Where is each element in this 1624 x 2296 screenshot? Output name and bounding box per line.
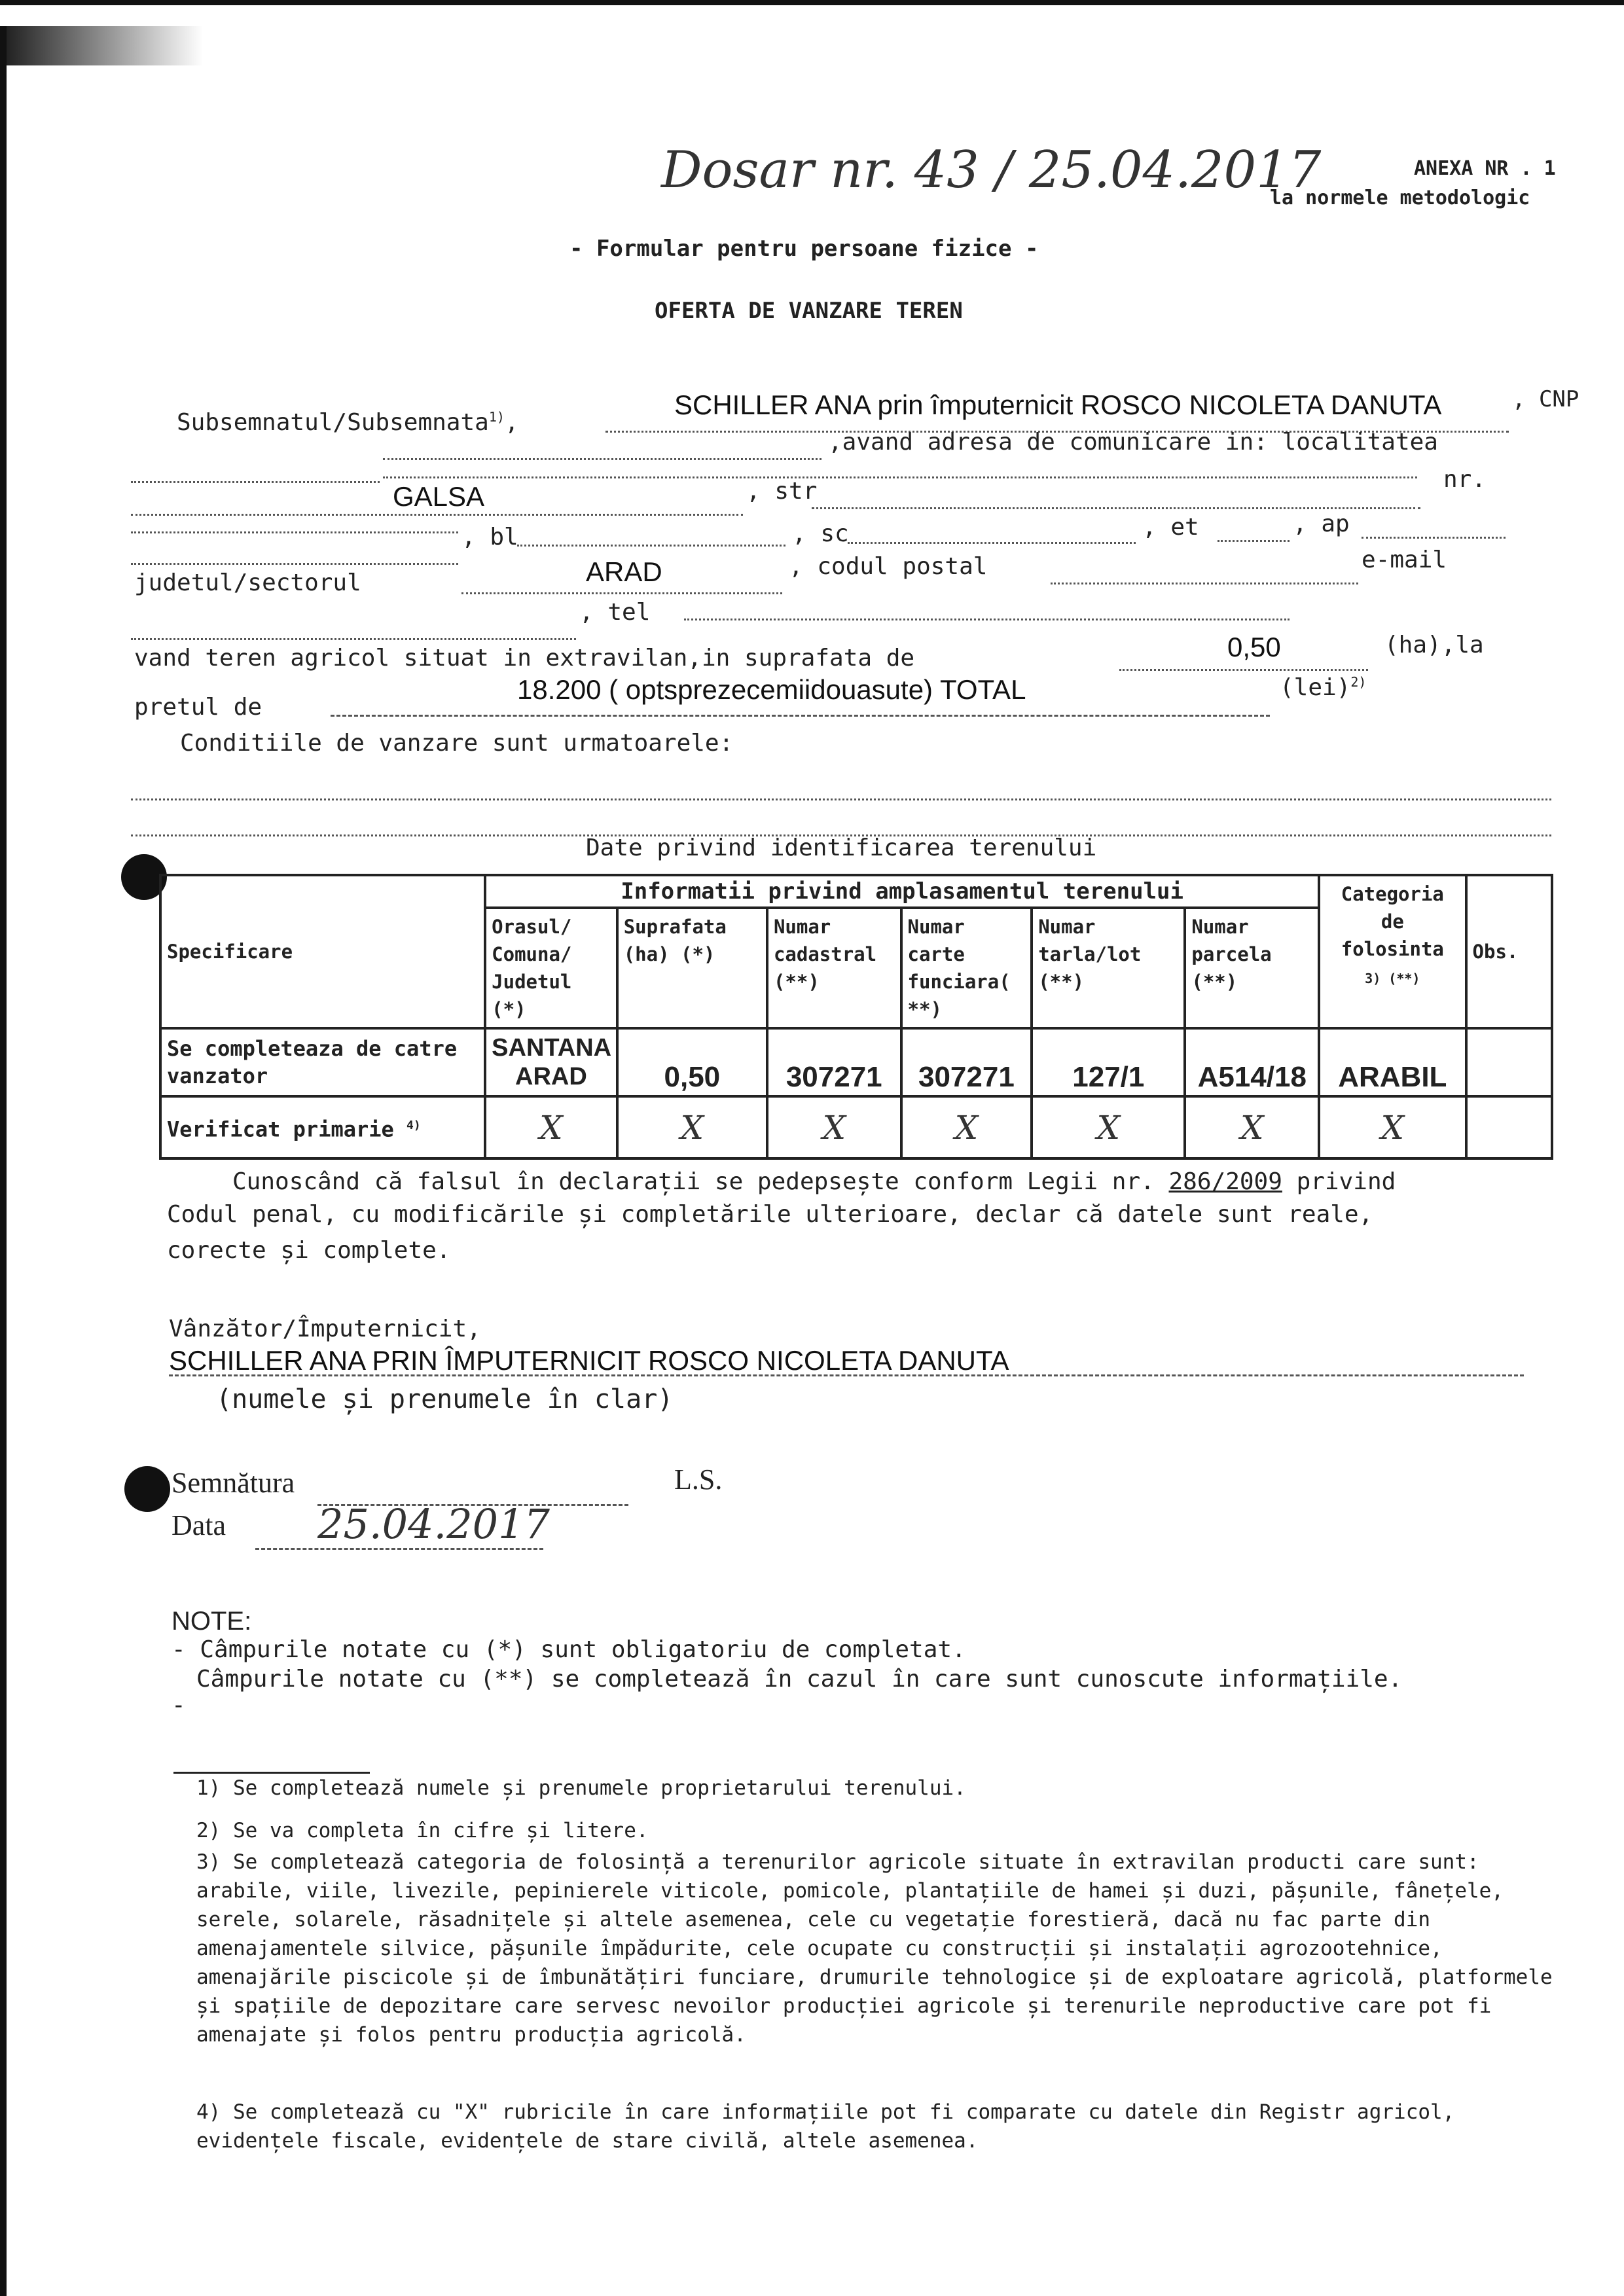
note-dash: - bbox=[171, 1692, 186, 1719]
note-1: - Câmpurile notate cu (*) sunt obligatoriu de completat. bbox=[171, 1636, 966, 1663]
lei-label: (lei)$^{2)}$ bbox=[1280, 674, 1367, 701]
mark-parcela: X bbox=[1185, 1096, 1319, 1158]
scan-edge-left bbox=[0, 26, 7, 2296]
header-cadastral: Numar cadastral (**) bbox=[767, 908, 901, 1028]
ap-label: , ap bbox=[1293, 511, 1350, 537]
email-label: e-mail bbox=[1362, 547, 1447, 573]
localitate-dots-2 bbox=[383, 476, 1417, 478]
cell-oras: SANTANA ARAD bbox=[485, 1028, 617, 1096]
mark-tarla: X bbox=[1032, 1096, 1185, 1158]
localitate-dots-3 bbox=[131, 514, 743, 516]
et-label: , et bbox=[1142, 514, 1199, 541]
bl-pre-dots bbox=[131, 531, 458, 533]
page-title: OFERTA DE VANZARE TEREN bbox=[655, 298, 963, 324]
subsemnatul-label: Subsemnatul/Subsemnata$^{1)}$, bbox=[177, 409, 519, 436]
tel-dots bbox=[684, 619, 1290, 620]
header-parcela: Numar parcela (**) bbox=[1185, 908, 1319, 1028]
row-vanzator-label: Se completeaza de catre vanzator bbox=[160, 1028, 485, 1096]
scan-edge-top bbox=[0, 0, 1624, 5]
annex-number: ANEXA NR . 1 bbox=[1414, 157, 1556, 180]
annex-normele: la normele metodologic bbox=[1270, 187, 1530, 209]
et-dots bbox=[1218, 540, 1290, 542]
judet-label: judetul/sectorul bbox=[134, 569, 361, 596]
str-dots bbox=[812, 507, 1420, 509]
ap-dots bbox=[1362, 537, 1506, 539]
data-value: 25.04.2017 bbox=[317, 1500, 550, 1548]
sc-label: , sc bbox=[792, 520, 849, 547]
mark-oras: X bbox=[485, 1096, 617, 1158]
footnote-1: 1) Se completează numele și prenumele proprietarului terenului. bbox=[196, 1776, 966, 1800]
data-label: Data bbox=[171, 1509, 226, 1541]
judet-value: ARAD bbox=[586, 556, 662, 587]
signer-label: Vânzător/Împuternicit, bbox=[169, 1316, 481, 1342]
note-2: Câmpurile notate cu (**) se completează în cazul în care sunt cunoscute informațiile. bbox=[196, 1666, 1403, 1693]
conditii-label: Conditiile de vanzare sunt urmatoarele: bbox=[180, 730, 734, 757]
judet-pre-dots bbox=[131, 563, 458, 565]
header-categoria: Categoria de folosinta 3) (**) bbox=[1319, 875, 1466, 1028]
declaration-line1: Cunoscând că falsul în declarații se pedepsește conform Legii nr. 286/2009 privind bbox=[232, 1168, 1396, 1195]
data-dash bbox=[255, 1548, 543, 1550]
header-suprafata: Suprafata (ha) (*) bbox=[617, 908, 767, 1028]
hole-punch-2 bbox=[124, 1466, 170, 1512]
judet-dots bbox=[461, 592, 782, 594]
declaration-line2: Codul penal, cu modificările și completările ulterioare, declar că datele sunt reale, bbox=[167, 1201, 1373, 1228]
scan-shadow bbox=[7, 26, 203, 65]
cell-categoria: ARABIL bbox=[1319, 1028, 1466, 1096]
cell-parcela: A514/18 bbox=[1185, 1028, 1319, 1096]
tel-label: , tel bbox=[579, 599, 651, 626]
sc-dots bbox=[848, 542, 1136, 544]
form-type: - Formular pentru persoane fizice - bbox=[569, 236, 1039, 262]
tel-pre-dots bbox=[131, 638, 576, 640]
mark-categoria: X bbox=[1319, 1096, 1466, 1158]
pret-value: 18.200 ( optsprezecemiidouasute) TOTAL bbox=[517, 674, 1026, 705]
cnp-dots bbox=[383, 458, 821, 460]
footnote-2: 2) Se va completa în cifre și litere. bbox=[196, 1819, 649, 1842]
pret-label: pretul de bbox=[134, 694, 262, 721]
vand-label: vand teren agricol situat in extravilan,in suprafata de bbox=[134, 645, 915, 672]
cell-tarla: 127/1 bbox=[1032, 1028, 1185, 1096]
str-label: , str bbox=[746, 478, 818, 505]
handwritten-dosar: Dosar nr. 43 / 25.04.2017 bbox=[661, 141, 1322, 200]
cell-obs bbox=[1466, 1028, 1552, 1096]
header-oras: Orasul/ Comuna/ Judetul (*) bbox=[485, 908, 617, 1028]
ha-label: (ha),la bbox=[1384, 632, 1484, 658]
mark-suprafata: X bbox=[617, 1096, 767, 1158]
suprafata-dots bbox=[1119, 669, 1368, 671]
conditii-dots-1 bbox=[131, 798, 1551, 800]
localitate-dots-1 bbox=[131, 481, 380, 483]
declaration-line3: corecte și complete. bbox=[167, 1237, 451, 1264]
nr-label: nr. bbox=[1443, 466, 1487, 493]
notes-title: NOTE: bbox=[171, 1607, 252, 1636]
cell-carte: 307271 bbox=[901, 1028, 1032, 1096]
header-obs: Obs. bbox=[1466, 875, 1552, 1028]
bl-dots bbox=[517, 545, 785, 547]
cell-suprafata: 0,50 bbox=[617, 1028, 767, 1096]
cod-postal-label: , codul postal bbox=[789, 553, 988, 580]
mark-obs bbox=[1466, 1096, 1552, 1158]
header-specificare: Specificare bbox=[160, 875, 485, 1028]
header-tarla: Numar tarla/lot (**) bbox=[1032, 908, 1185, 1028]
header-carte: Numar carte funciara( **) bbox=[901, 908, 1032, 1028]
signer-dash bbox=[169, 1374, 1524, 1376]
header-amplasament: Informatii privind amplasamentul terenului bbox=[485, 875, 1319, 908]
land-table bbox=[159, 874, 1553, 1160]
subsemnatul-value: SCHILLER ANA prin împuternicit ROSCO NICOLETA DANUTA bbox=[674, 389, 1442, 420]
ls-label: L.S. bbox=[674, 1463, 723, 1496]
cell-cadastral: 307271 bbox=[767, 1028, 901, 1096]
localitate-value: GALSA bbox=[393, 481, 485, 512]
footnote-4: 4) Se completează cu "X" rubricile în care informațiile pot fi comparate cu datele din Registr agricol, evidențele fiscale, evidențele de stare civilă, altele asemenea. bbox=[196, 2100, 1455, 2153]
signer-name: SCHILLER ANA PRIN ÎMPUTERNICIT ROSCO NICOLETA DANUTA bbox=[169, 1345, 1009, 1376]
suprafata-value: 0,50 bbox=[1227, 632, 1281, 662]
mark-cadastral: X bbox=[767, 1096, 901, 1158]
cod-postal-dots bbox=[1051, 583, 1358, 584]
mark-carte: X bbox=[901, 1096, 1032, 1158]
semnatura-label: Semnătura bbox=[171, 1467, 295, 1499]
signer-name-caption: (numele și prenumele în clar) bbox=[216, 1384, 674, 1414]
pret-dash bbox=[331, 715, 1270, 717]
bl-label: , bl bbox=[461, 524, 518, 550]
cnp-label: , CNP bbox=[1512, 386, 1579, 412]
footnote-3: 3) Se completează categoria de folosință a terenurilor agricole situate în extravilan producti care sunt: arabile, viile, livezile, pepinierele viticole, pomicole, plantațiile de hamei și duzi, pășunile, fânețele, serele, solarele, răsadnițele și altele asemenea, cele cu vegetație forestieră, dacă nu fac parte din amenajamentele silvice, pășunile împădurite, cele ocupate cu construcții și instalații agrozootehnice, amenajările piscicole și de îmbunătățiri funciare, drumurile tehnologice și de exploatare agricolă, platformele și spațiile de depozitare care servesc nevoilor producției agricole și terenurile neproductive care pot fi amenajate și folos pentru producția agricolă. bbox=[196, 1850, 1553, 2047]
row-primarie-label: Verificat primarie $^{4)}$ bbox=[160, 1096, 485, 1158]
address-label: ,avand adresa de comunicare in: localitatea bbox=[828, 429, 1438, 456]
table-caption: Date privind identificarea terenului bbox=[586, 834, 1097, 861]
